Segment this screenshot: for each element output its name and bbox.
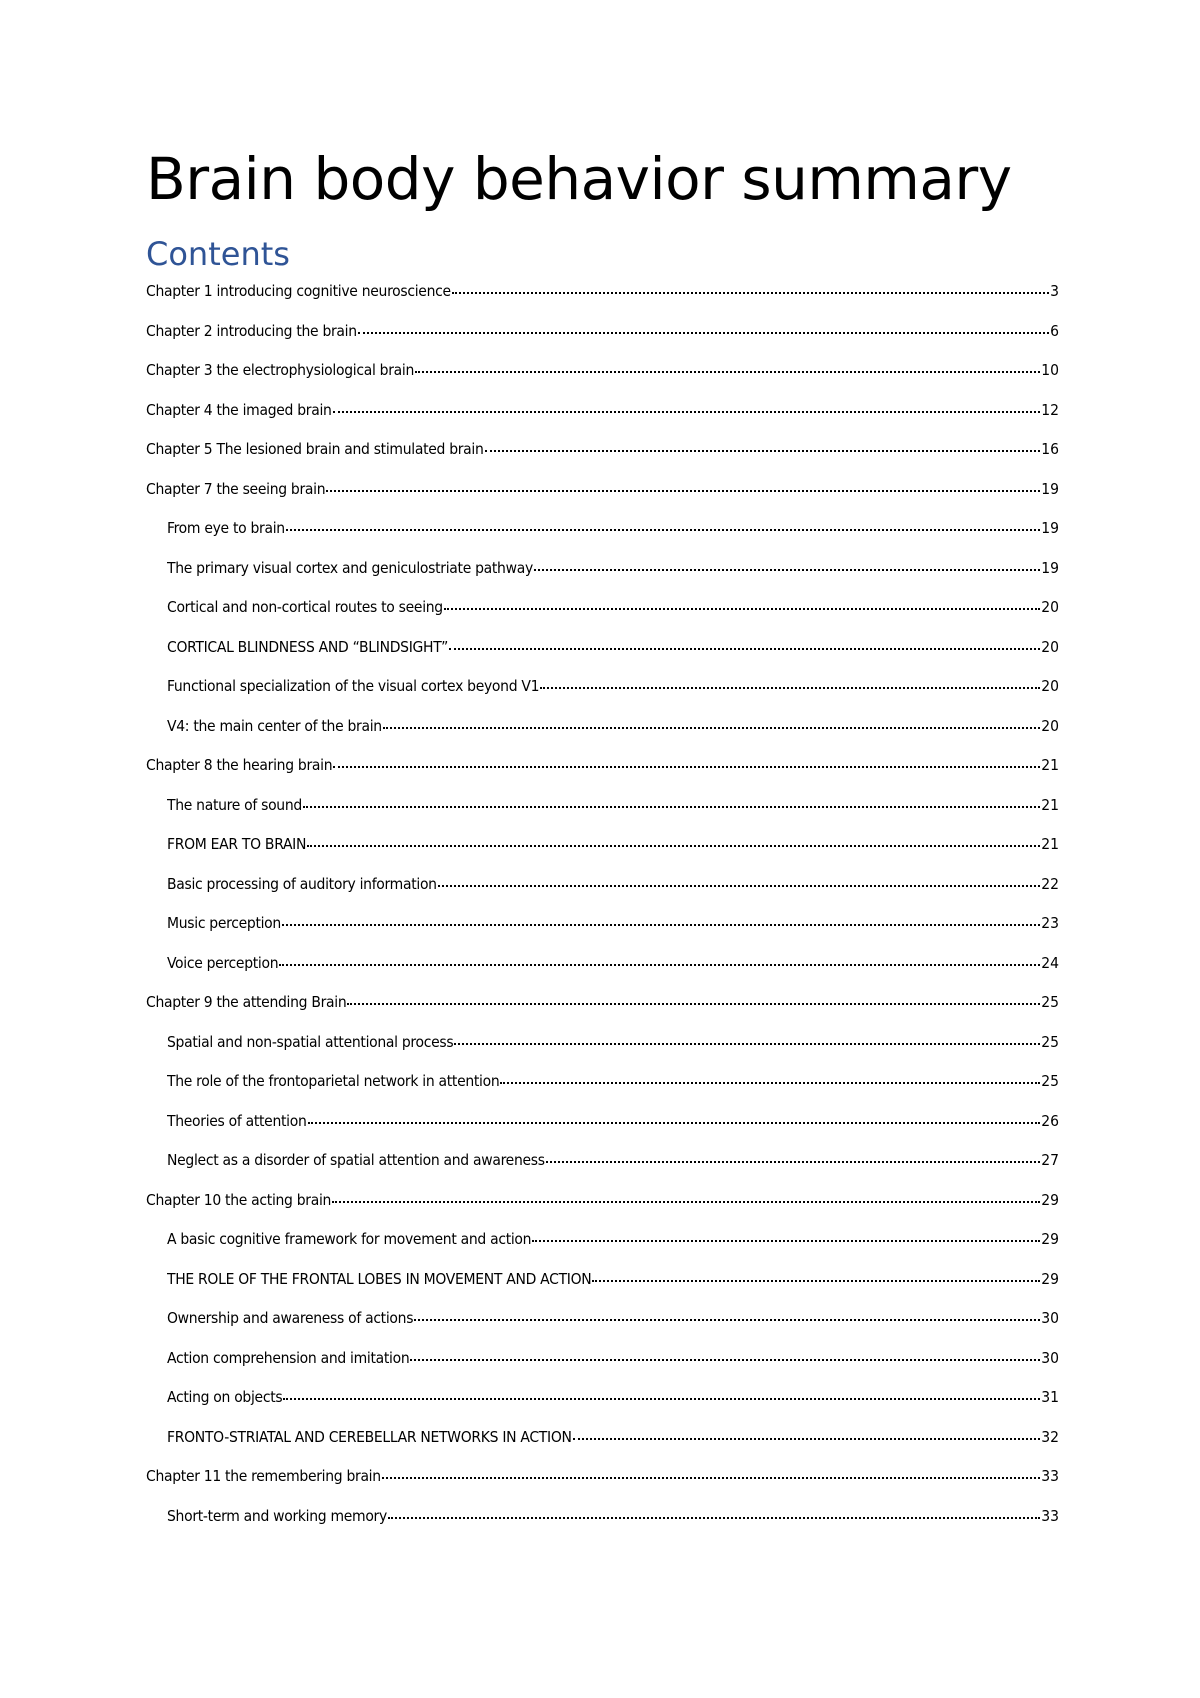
toc-entry[interactable]: [146, 312, 1059, 352]
dot-leader: [534, 559, 1040, 571]
toc-entry[interactable]: [146, 667, 1059, 707]
toc-entry[interactable]: [146, 509, 1059, 549]
toc-entry-page-number: 25: [1041, 1032, 1059, 1051]
toc-entry-page-number: 29: [1041, 1230, 1059, 1248]
toc-entry-label: Basic processing of auditory information: [167, 874, 437, 893]
toc-entry-label: Acting on objects: [167, 1388, 283, 1406]
dot-leader: [283, 1388, 1040, 1400]
toc-entry-page-number: 33: [1041, 1506, 1059, 1525]
dot-leader: [308, 1112, 1041, 1124]
toc-entry[interactable]: [146, 983, 1059, 1023]
toc-entry[interactable]: [146, 1457, 1059, 1497]
toc-entry-page-number: 3: [1050, 282, 1059, 300]
toc-entry[interactable]: [146, 391, 1059, 431]
toc-entry-label: Neglect as a disorder of spatial attention and awareness: [167, 1151, 545, 1169]
toc-entry-label: Chapter 4 the imaged brain: [146, 400, 332, 419]
toc-entry[interactable]: [146, 865, 1059, 905]
toc-entry-label: From eye to brain: [167, 519, 285, 537]
toc-entry-page-number: 32: [1041, 1427, 1059, 1446]
toc-entry-label: Chapter 10 the acting brain: [146, 1190, 332, 1209]
toc-entry[interactable]: [146, 1141, 1059, 1181]
toc-entry-page-number: 19: [1041, 558, 1059, 577]
toc-entry-label: Cortical and non-cortical routes to seeing: [167, 598, 443, 616]
toc-entry-page-number: 23: [1041, 914, 1059, 932]
toc-entry[interactable]: [146, 430, 1059, 470]
toc-entry-label: Chapter 1 introducing cognitive neuroscience: [146, 282, 451, 300]
dot-leader: [307, 835, 1040, 847]
toc-entry-page-number: 21: [1041, 795, 1059, 814]
toc-entry-page-number: 24: [1041, 953, 1059, 972]
toc-entry-label: Music perception: [167, 914, 281, 932]
toc-heading: Contents: [146, 235, 290, 273]
toc-entry-page-number: 27: [1041, 1151, 1059, 1169]
toc-entry[interactable]: [146, 1418, 1059, 1458]
toc-entry-page-number: 33: [1041, 1467, 1059, 1485]
toc-entry-label: CORTICAL BLINDNESS AND “BLINDSIGHT”: [167, 637, 448, 656]
toc-entry[interactable]: [146, 1102, 1059, 1142]
toc-entry-label: Voice perception: [167, 953, 279, 972]
toc-entry-label: Ownership and awareness of actions: [167, 1309, 414, 1327]
table-of-contents: [146, 272, 1059, 1536]
toc-entry[interactable]: [146, 351, 1059, 391]
dot-leader: [279, 954, 1040, 966]
dot-leader: [282, 914, 1040, 926]
toc-entry-label: The role of the frontoparietal network in attention: [167, 1072, 500, 1090]
toc-entry-page-number: 26: [1041, 1111, 1059, 1130]
dot-leader: [415, 361, 1040, 373]
dot-leader: [333, 756, 1040, 768]
toc-entry[interactable]: [146, 588, 1059, 628]
dot-leader: [449, 638, 1040, 650]
dot-leader: [438, 875, 1041, 887]
dot-leader: [347, 993, 1040, 1005]
toc-entry-label: V4: the main center of the brain: [167, 716, 382, 735]
toc-entry[interactable]: [146, 470, 1059, 510]
dot-leader: [500, 1072, 1040, 1084]
toc-entry[interactable]: [146, 1220, 1059, 1260]
toc-entry-label: Chapter 3 the electrophysiological brain: [146, 361, 414, 379]
toc-entry-label: Chapter 7 the seeing brain: [146, 479, 326, 498]
toc-entry-label: Action comprehension and imitation: [167, 1348, 410, 1367]
dot-leader: [444, 598, 1040, 610]
dot-leader: [358, 322, 1049, 334]
toc-entry[interactable]: [146, 272, 1059, 312]
toc-entry-label: FROM EAR TO BRAIN: [167, 835, 307, 853]
dot-leader: [592, 1270, 1040, 1282]
toc-entry[interactable]: [146, 549, 1059, 589]
toc-entry-label: Short-term and working memory: [167, 1506, 387, 1525]
toc-entry-page-number: 30: [1041, 1309, 1059, 1327]
dot-leader: [382, 1467, 1040, 1479]
toc-entry[interactable]: [146, 1062, 1059, 1102]
toc-entry[interactable]: [146, 1023, 1059, 1063]
dot-leader: [303, 796, 1040, 808]
dot-leader: [333, 401, 1041, 413]
dot-leader: [452, 282, 1049, 294]
toc-entry[interactable]: [146, 707, 1059, 747]
toc-entry[interactable]: [146, 628, 1059, 668]
toc-entry-page-number: 21: [1041, 835, 1059, 853]
toc-entry[interactable]: [146, 1378, 1059, 1418]
toc-entry[interactable]: [146, 1299, 1059, 1339]
document-title: Brain body behavior summary: [146, 145, 1012, 213]
dot-leader: [388, 1507, 1040, 1519]
toc-entry-page-number: 6: [1050, 321, 1059, 340]
toc-entry-page-number: 19: [1041, 479, 1059, 498]
toc-entry-page-number: 25: [1041, 993, 1059, 1011]
toc-entry-label: The nature of sound: [167, 795, 302, 814]
dot-leader: [532, 1230, 1040, 1242]
dot-leader: [485, 440, 1041, 452]
toc-entry-label: FRONTO-STRIATAL AND CEREBELLAR NETWORKS IN ACTION: [167, 1427, 572, 1446]
toc-entry[interactable]: [146, 1497, 1059, 1537]
toc-entry-label: Chapter 5 The lesioned brain and stimulated brain: [146, 440, 484, 458]
dot-leader: [286, 519, 1040, 531]
toc-entry-page-number: 25: [1041, 1072, 1059, 1090]
dot-leader: [546, 1151, 1041, 1163]
toc-entry[interactable]: [146, 944, 1059, 984]
toc-entry-page-number: 20: [1041, 598, 1059, 616]
toc-entry-label: The primary visual cortex and geniculostriate pathway: [167, 558, 533, 577]
toc-entry[interactable]: [146, 904, 1059, 944]
toc-entry-label: Theories of attention: [167, 1111, 307, 1130]
toc-entry[interactable]: [146, 1339, 1059, 1379]
toc-entry-label: Spatial and non-spatial attentional process: [167, 1032, 454, 1051]
dot-leader: [414, 1309, 1040, 1321]
toc-entry-label: Chapter 2 introducing the brain: [146, 321, 357, 340]
dot-leader: [540, 677, 1040, 689]
toc-entry-page-number: 29: [1041, 1190, 1059, 1209]
toc-entry-page-number: 10: [1041, 361, 1059, 379]
dot-leader: [383, 717, 1040, 729]
dot-leader: [454, 1033, 1040, 1045]
dot-leader: [410, 1349, 1040, 1361]
toc-entry-page-number: 29: [1041, 1269, 1059, 1288]
toc-entry-page-number: 31: [1041, 1388, 1059, 1406]
toc-entry-label: THE ROLE OF THE FRONTAL LOBES IN MOVEMENT AND ACTION: [167, 1269, 592, 1288]
toc-entry-page-number: 20: [1041, 677, 1059, 695]
dot-leader: [332, 1191, 1040, 1203]
toc-entry-page-number: 20: [1041, 637, 1059, 656]
toc-entry-page-number: 19: [1041, 519, 1059, 537]
toc-entry-label: A basic cognitive framework for movement and action: [167, 1230, 532, 1248]
toc-entry-page-number: 30: [1041, 1348, 1059, 1367]
toc-entry-label: Chapter 9 the attending Brain: [146, 993, 347, 1011]
toc-entry-label: Functional specialization of the visual cortex beyond V1: [167, 677, 540, 695]
toc-entry-page-number: 12: [1041, 400, 1059, 419]
toc-entry-label: Chapter 8 the hearing brain: [146, 756, 333, 774]
toc-entry[interactable]: [146, 825, 1059, 865]
toc-entry-page-number: 22: [1041, 874, 1059, 893]
toc-entry-page-number: 21: [1041, 756, 1059, 774]
toc-entry-page-number: 16: [1041, 440, 1059, 458]
toc-entry[interactable]: [146, 1260, 1059, 1300]
dot-leader: [326, 480, 1040, 492]
toc-entry[interactable]: [146, 746, 1059, 786]
toc-entry[interactable]: [146, 786, 1059, 826]
toc-entry-label: Chapter 11 the remembering brain: [146, 1467, 381, 1485]
dot-leader: [573, 1428, 1041, 1440]
toc-entry[interactable]: [146, 1181, 1059, 1221]
toc-entry-page-number: 20: [1041, 716, 1059, 735]
